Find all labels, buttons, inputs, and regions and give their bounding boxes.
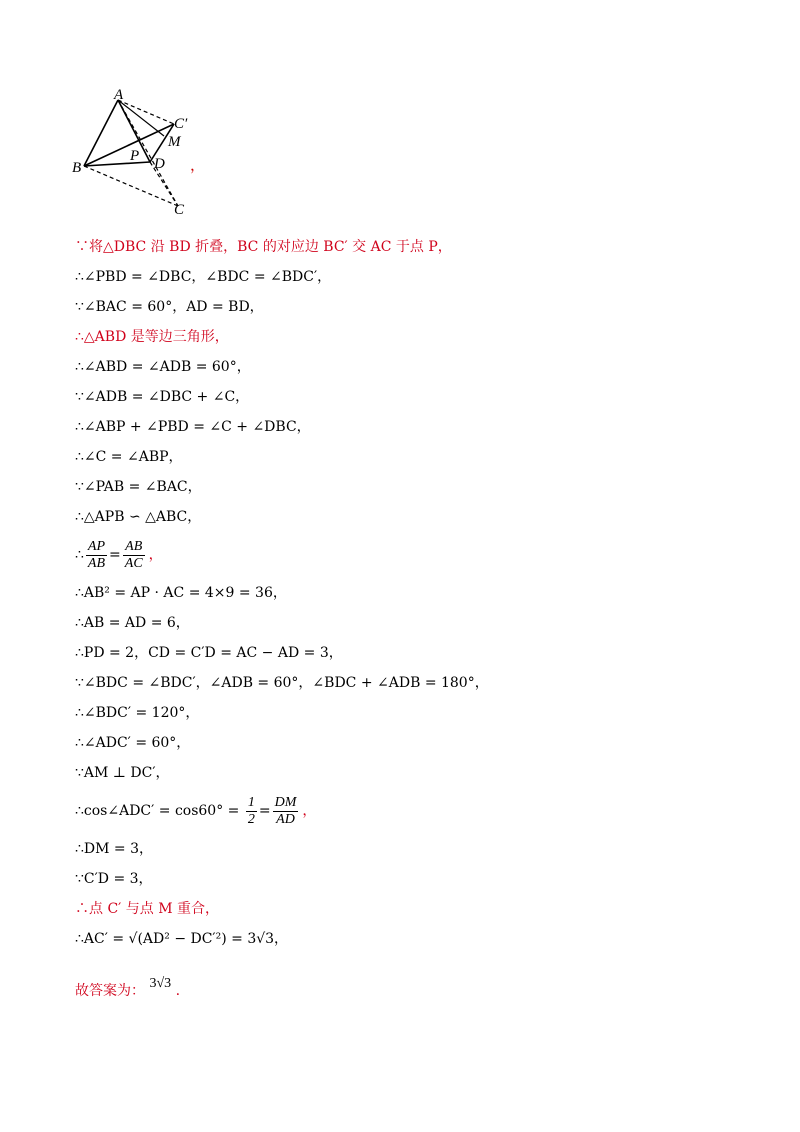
answer-label: 故答案为： [75,983,145,999]
solution-line: ∴△ABD 是等边三角形， [75,329,229,345]
label-D: D [154,156,165,172]
label-M: M [168,134,181,150]
geometry-figure [70,88,230,218]
solution-line: ∵C′D = 3， [75,871,153,887]
answer-end: . [175,983,181,999]
solution-line: ∵∠PAB = ∠BAC， [75,479,202,495]
solution-line [75,532,775,578]
solution-line: ∴DM = 3， [75,841,154,857]
solution-line: ∴△APB ∽ △ABC， [75,509,202,525]
denominator: AC [124,555,143,571]
solution-line: ∴∠ADC′ = 60°， [75,735,191,751]
solution-line: ∵∠ADB = ∠DBC + ∠C， [75,389,250,405]
equals-sign: = [258,803,271,819]
numerator: AP [87,538,106,554]
solution-line: ∵∠BAC = 60°，AD = BD， [75,299,264,315]
line-prefix: ∴cos∠ADC′ = cos60° = [75,803,244,819]
line-suffix: ， [302,803,317,819]
solution-line: ∴∠C = ∠ABP， [75,449,183,465]
denominator: 2 [247,811,255,827]
fold-diagram [70,88,230,218]
numerator: DM [274,794,297,810]
solution-line: ∵将△DBC 沿 BD 折叠，BC 的对应边 BC′ 交 AC 于点 P， [75,239,452,255]
figure-comma: ， [190,158,206,174]
fraction-right [123,539,145,572]
label-C-prime: C′ [174,116,188,132]
numerator: AB [123,539,145,556]
label-C: C [174,202,185,218]
label-B: B [72,160,82,176]
line-prefix: ∴ [75,547,84,563]
solution-line: ∴∠ABP + ∠PBD = ∠C + ∠DBC， [75,419,311,435]
solution-line: ∴AC′ = √(AD² − DC′²) = 3√3， [75,931,289,947]
fraction-right [273,795,299,828]
solution-line: ∴∠PBD = ∠DBC，∠BDC = ∠BDC′， [75,269,332,285]
solution-line: ∴AB² = AP · AC = 4×9 = 36， [75,585,287,601]
fraction-left [246,795,257,828]
denominator: AD [276,811,295,827]
solution-line: ∴∠ABD = ∠ADB = 60°， [75,359,251,375]
solution-line [75,788,775,834]
solution-steps [75,232,775,954]
answer-value: 3√3 [149,976,172,991]
fraction-left [86,539,107,572]
solution-line: ∵AM ⊥ DC′， [75,765,170,781]
solution-line: ∴∠BDC′ = 120°， [75,705,200,721]
label-A: A [114,88,124,103]
denominator: AB [87,555,106,571]
solution-line: ∴点 C′ 与点 M 重合， [75,901,220,917]
numerator: 1 [247,794,255,810]
line-suffix: ， [148,547,163,563]
equals-sign: = [109,547,121,563]
solution-line: ∴AB = AD = 6， [75,615,190,631]
solution-line: ∴PD = 2，CD = C′D = AC − AD = 3， [75,645,343,661]
final-answer [75,976,181,1000]
solution-line: ∵∠BDC = ∠BDC′，∠ADB = 60°，∠BDC + ∠ADB = 180°， [75,675,489,691]
label-P: P [130,148,140,164]
